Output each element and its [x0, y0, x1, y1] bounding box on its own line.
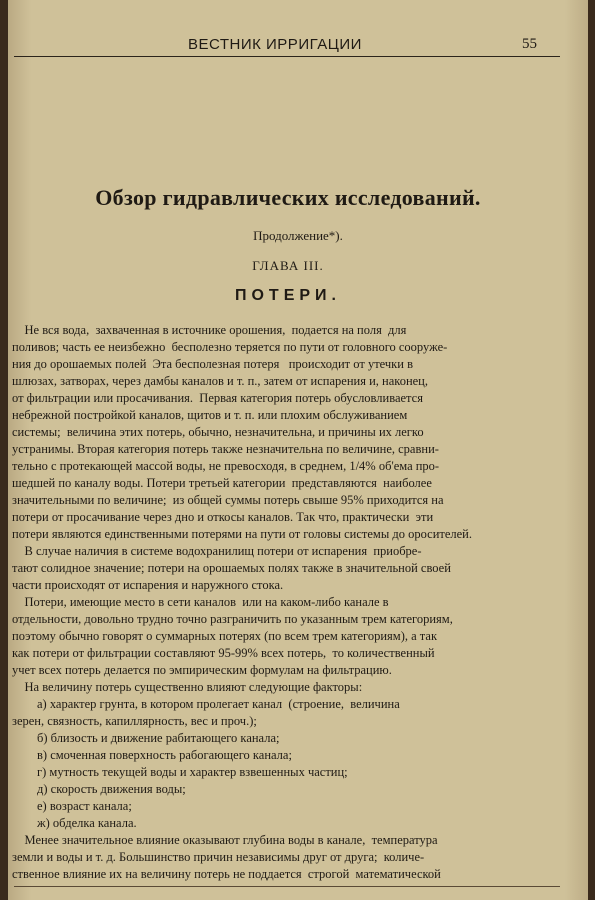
- text-line: учет всех потерь делается по эмпирическим формулам на фильтрацию.: [12, 663, 392, 677]
- footnote-divider: [14, 886, 560, 887]
- chapter-heading: ГЛАВА III.: [252, 258, 324, 273]
- text-line: ния до орошаемых полей Эта бесполезная потеря происходит от утечки в: [12, 357, 413, 371]
- text-line: а) характер грунта, в котором пролегает канал (строение, величина: [12, 697, 400, 711]
- text-line: небрежной постройкой каналов, щитов и т. п. или плохим обслуживанием: [12, 408, 408, 422]
- text-line: устранимы. Вторая категория потерь также незначительна по величине, сравни-: [12, 442, 439, 456]
- text-line: В случае наличия в системе водохранилищ потери от испарения приобре-: [12, 544, 422, 558]
- text-line: г) мутность текущей воды и характер взвешенных частиц;: [12, 765, 348, 779]
- text-line: д) скорость движения воды;: [12, 782, 186, 796]
- text-line: ж) обделка канала.: [12, 816, 137, 830]
- text-line: потери являются единственными потерями на пути от головы системы до оросителей.: [12, 527, 472, 541]
- text-line: отдельности, довольно трудно точно разграничить по указанным трем категориям,: [12, 612, 453, 626]
- text-line: от фильтрации или просачивания. Первая категория потерь обусловливается: [12, 391, 423, 405]
- text-line: в) смоченная поверхность рабогающего канала;: [12, 748, 292, 762]
- text-line: Менее значительное влияние оказывают глубина воды в канале, температура: [12, 833, 438, 847]
- section-heading: ПОТЕРИ.: [234, 287, 341, 304]
- running-head: [8, 36, 588, 56]
- text-line: земли и воды и т. д. Большинство причин независимы друг от друга; количе-: [12, 850, 425, 864]
- text-line: Не вся вода, захваченная в источнике орошения, подается на поля для: [12, 323, 407, 337]
- text-line: шедшей по каналу воды. Потери третьей категории представляются наиболее: [12, 476, 432, 490]
- text-line: б) близость и движение рабитающего канала;: [12, 731, 280, 745]
- header-divider: [14, 56, 560, 57]
- text-line: значительными по величине; из общей суммы потерь свыше 95% приходится на: [12, 493, 444, 507]
- text-line: тельно с протекающей массой воды, не превосходя, в среднем, 1/4% об'ема про-: [12, 459, 440, 473]
- text-line: зерен, связность, капиллярность, вес и проч.);: [12, 714, 257, 728]
- text-line: части происходят от испарения и наружного стока.: [12, 578, 284, 592]
- text-line: ственное влияние их на величину потерь не поддается строгой математической: [12, 867, 441, 881]
- journal-title: ВЕСТНИК ИРРИГАЦИИ: [188, 36, 362, 53]
- text-line: потери от просачивание через дно и откосы каналов. Так что, практически эти: [12, 510, 434, 524]
- text-line: поэтому обычно говорят о суммарных потерях (по всем трем категориям), а так: [12, 629, 438, 643]
- text-line: Потери, имеющие место в сети каналов или на каком-либо канале в: [12, 595, 389, 609]
- document-page: [8, 0, 588, 900]
- text-line: поливов; часть ее неизбежно бесполезно теряется по пути от головного сооруже-: [12, 340, 448, 354]
- text-line: как потери от фильтрации составляют 95-99% всех потерь, то количественный: [12, 646, 435, 660]
- page-number: 55: [522, 36, 537, 52]
- text-line: системы; величина этих потерь, обычно, незначительна, и причины их легко: [12, 425, 424, 439]
- text-line: тают солидное значение; потери на орошаемых полях также в значительной своей: [12, 561, 451, 575]
- text-line: е) возраст канала;: [12, 799, 132, 813]
- article-title: Обзор гидравлических исследований.: [95, 185, 481, 210]
- text-line: На величину потерь существенно влияют следующие факторы:: [12, 680, 363, 694]
- body-text: [12, 322, 558, 883]
- article-subtitle: Продолжение*).: [253, 228, 343, 243]
- text-line: шлюзах, затворах, через дамбы каналов и т. п., затем от испарения и, наконец,: [12, 374, 428, 388]
